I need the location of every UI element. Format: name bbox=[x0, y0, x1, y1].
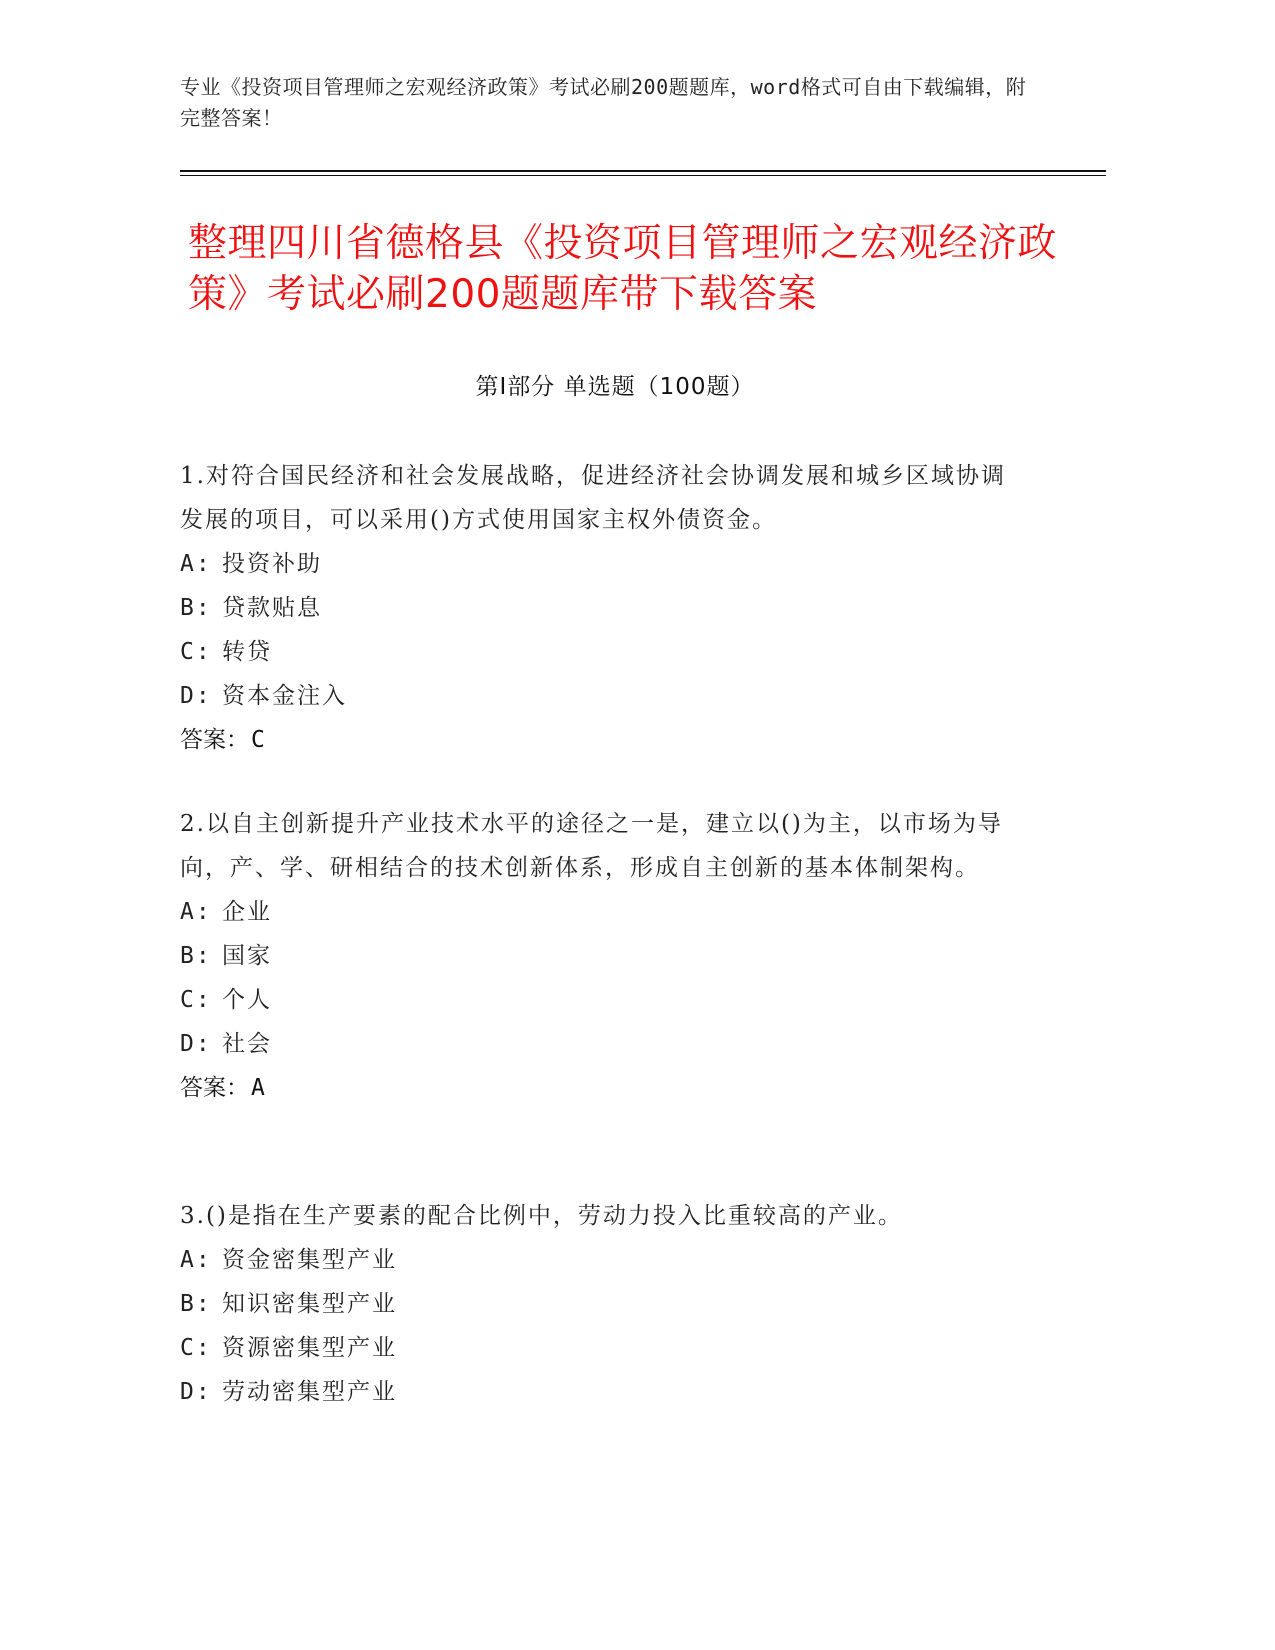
option-b bbox=[180, 586, 1020, 630]
option-text: 劳动密集型产业 bbox=[222, 1379, 397, 1405]
option-a bbox=[180, 1238, 1020, 1282]
section-heading: 第Ⅰ部分 单选题（100题） bbox=[475, 374, 755, 400]
option-letter: D: bbox=[180, 683, 212, 709]
option-text: 知识密集型产业 bbox=[222, 1291, 397, 1317]
answer-value: C bbox=[251, 727, 265, 753]
question-stem: 1.对符合国民经济和社会发展战略，促进经济社会协调发展和城乡区域协调发展的项目，可以采用()方式使用国家主权外债资金。 bbox=[180, 463, 1006, 533]
option-text: 贷款贴息 bbox=[222, 595, 322, 621]
option-letter: B: bbox=[180, 1291, 212, 1317]
option-text: 社会 bbox=[222, 1031, 272, 1057]
question-1 bbox=[180, 454, 1020, 762]
option-d bbox=[180, 1370, 1020, 1414]
answer-value: A bbox=[251, 1075, 265, 1101]
header-note: 专业《投资项目管理师之宏观经济政策》考试必刷200题题库，word格式可自由下载编辑，附完整答案！ bbox=[180, 75, 1027, 130]
option-c bbox=[180, 978, 1020, 1022]
answer-line bbox=[180, 1066, 1020, 1110]
option-text: 企业 bbox=[222, 899, 272, 925]
option-c bbox=[180, 1326, 1020, 1370]
option-text: 投资补助 bbox=[222, 551, 322, 577]
option-text: 资金密集型产业 bbox=[222, 1247, 397, 1273]
option-c bbox=[180, 630, 1020, 674]
option-text: 转贷 bbox=[222, 639, 272, 665]
option-text: 资本金注入 bbox=[222, 683, 347, 709]
document-title: 整理四川省德格县《投资项目管理师之宏观经济政策》考试必刷200题题库带下载答案 bbox=[188, 221, 1058, 317]
answer-label: 答案： bbox=[180, 1075, 249, 1101]
question-stem: 2.以自主创新提升产业技术水平的途径之一是，建立以()为主，以市场为导向，产、学、研相结合的技术创新体系，形成自主创新的基本体制架构。 bbox=[180, 811, 1003, 881]
question-stem: 3.()是指在生产要素的配合比例中，劳动力投入比重较高的产业。 bbox=[180, 1203, 903, 1229]
option-letter: C: bbox=[180, 1335, 212, 1361]
option-b bbox=[180, 1282, 1020, 1326]
option-letter: B: bbox=[180, 943, 212, 969]
option-a bbox=[180, 542, 1020, 586]
option-letter: A: bbox=[180, 899, 212, 925]
option-letter: B: bbox=[180, 595, 212, 621]
question-2 bbox=[180, 802, 1020, 1110]
option-letter: A: bbox=[180, 1247, 212, 1273]
option-letter: A: bbox=[180, 551, 212, 577]
option-letter: C: bbox=[180, 639, 212, 665]
question-3 bbox=[180, 1194, 1020, 1414]
option-text: 个人 bbox=[222, 987, 272, 1013]
option-letter: D: bbox=[180, 1031, 212, 1057]
option-d bbox=[180, 674, 1020, 718]
header-divider bbox=[180, 170, 1106, 176]
option-letter: C: bbox=[180, 987, 212, 1013]
option-d bbox=[180, 1022, 1020, 1066]
option-text: 资源密集型产业 bbox=[222, 1335, 397, 1361]
option-letter: D: bbox=[180, 1379, 212, 1405]
answer-label: 答案： bbox=[180, 727, 249, 753]
option-b bbox=[180, 934, 1020, 978]
option-text: 国家 bbox=[222, 943, 272, 969]
answer-line bbox=[180, 718, 1020, 762]
option-a bbox=[180, 890, 1020, 934]
